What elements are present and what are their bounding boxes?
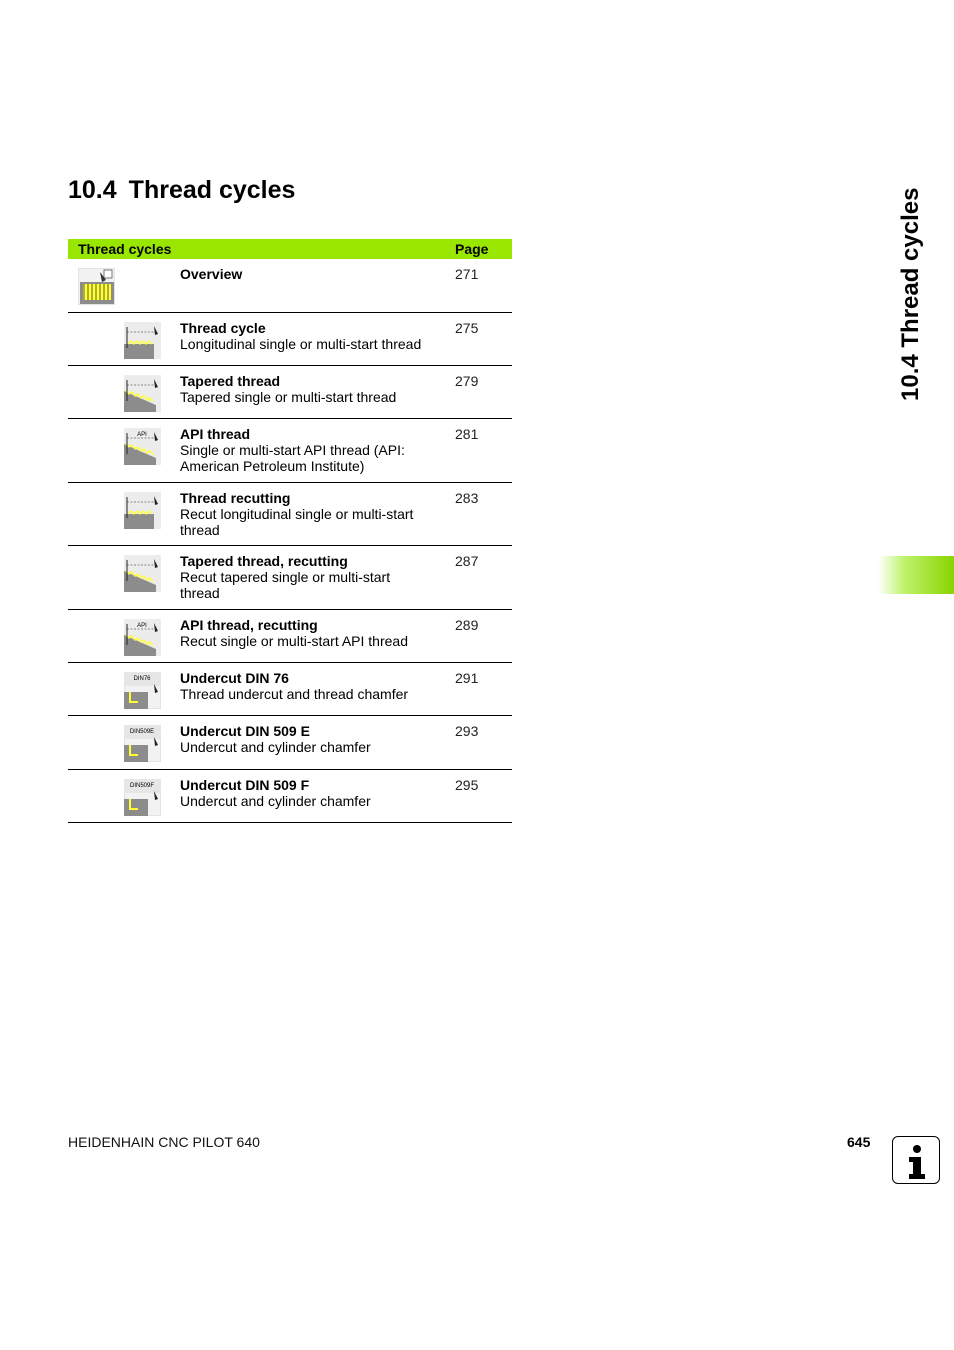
api-thread-icon xyxy=(124,428,161,470)
row-title: Undercut DIN 76 xyxy=(180,670,289,686)
row-title: Undercut DIN 509 E xyxy=(180,723,310,739)
row-text xyxy=(180,723,450,755)
toc-row xyxy=(68,610,512,663)
toc-row xyxy=(68,663,512,716)
row-text xyxy=(180,426,450,474)
row-description: Single or multi-start API thread (API: xyxy=(180,442,405,458)
row-page: 291 xyxy=(455,670,479,686)
tapered-thread-icon xyxy=(124,375,161,417)
info-icon xyxy=(892,1136,940,1184)
row-page: 283 xyxy=(455,490,479,506)
toc-row xyxy=(68,716,512,770)
section-number: 10.4 xyxy=(68,176,117,204)
toc-row xyxy=(68,313,512,366)
toc-row xyxy=(68,259,512,313)
section-title: Thread cycles xyxy=(128,176,296,204)
row-description: Recut tapered single or multi-start xyxy=(180,569,391,585)
row-page: 279 xyxy=(455,373,479,389)
row-title: Undercut DIN 509 F xyxy=(180,777,310,793)
row-description: Recut longitudinal single or multi-start xyxy=(180,506,414,522)
row-page: 275 xyxy=(455,320,479,336)
row-text xyxy=(180,670,450,702)
thread-recutting-icon xyxy=(124,492,161,534)
toc-row xyxy=(68,366,512,419)
page-number: 645 xyxy=(847,1134,871,1150)
row-text xyxy=(180,373,450,405)
row-page: 289 xyxy=(455,617,479,633)
row-title: Tapered thread, recutting xyxy=(180,553,348,569)
row-page: 293 xyxy=(455,723,479,739)
row-page: 295 xyxy=(455,777,479,793)
toc-row xyxy=(68,419,512,483)
toc-row xyxy=(68,483,512,546)
toc-row xyxy=(68,770,512,823)
toc-table xyxy=(68,239,512,823)
row-description: Tapered single or multi-start thread xyxy=(180,389,397,405)
row-description: Undercut and cylinder chamfer xyxy=(180,739,371,755)
svg-text:DIN76: DIN76 xyxy=(133,676,151,682)
row-description: Thread undercut and thread chamfer xyxy=(180,686,409,702)
row-title: Overview xyxy=(180,266,243,282)
row-title: API thread, recutting xyxy=(180,617,318,633)
header-page: Page xyxy=(455,241,489,257)
tapered-thread-recutting-icon xyxy=(124,555,161,597)
row-description: Longitudinal single or multi-start thread xyxy=(180,336,422,352)
row-text xyxy=(180,777,450,809)
undercut-din509e-icon xyxy=(124,725,161,767)
row-title: Thread recutting xyxy=(180,490,291,506)
api-thread-recutting-icon xyxy=(124,619,161,661)
row-title: Tapered thread xyxy=(180,373,281,389)
svg-text:API: API xyxy=(137,623,147,629)
row-page: 271 xyxy=(455,266,479,282)
row-description: Recut single or multi-start API thread xyxy=(180,633,408,649)
page-title xyxy=(68,176,295,205)
row-text xyxy=(180,320,450,352)
svg-text:DIN509F: DIN509F xyxy=(129,783,155,789)
row-description: thread xyxy=(180,522,220,538)
undercut-din76-icon xyxy=(124,672,161,714)
row-page: 287 xyxy=(455,553,479,569)
side-title: 10.4 Thread cycles xyxy=(897,187,924,401)
svg-text:DIN509E: DIN509E xyxy=(129,729,155,735)
row-text xyxy=(180,617,450,649)
toc-rows xyxy=(68,259,512,823)
chapter-tab xyxy=(878,556,954,594)
row-description: American Petroleum Institute) xyxy=(180,458,365,474)
row-text xyxy=(180,553,450,601)
row-title: API thread xyxy=(180,426,251,442)
thread-cycle-icon xyxy=(124,322,161,364)
row-description: thread xyxy=(180,585,220,601)
header-name: Thread cycles xyxy=(78,241,172,257)
row-title: Thread cycle xyxy=(180,320,266,336)
overview-thread-icon xyxy=(78,268,115,310)
svg-text:API: API xyxy=(137,432,147,438)
row-text xyxy=(180,266,450,282)
toc-header xyxy=(68,239,512,259)
row-description: Undercut and cylinder chamfer xyxy=(180,793,371,809)
undercut-din509f-icon xyxy=(124,779,161,821)
row-page: 281 xyxy=(455,426,479,442)
row-text xyxy=(180,490,450,538)
toc-row xyxy=(68,546,512,610)
footer-product: HEIDENHAIN CNC PILOT 640 xyxy=(68,1134,260,1150)
